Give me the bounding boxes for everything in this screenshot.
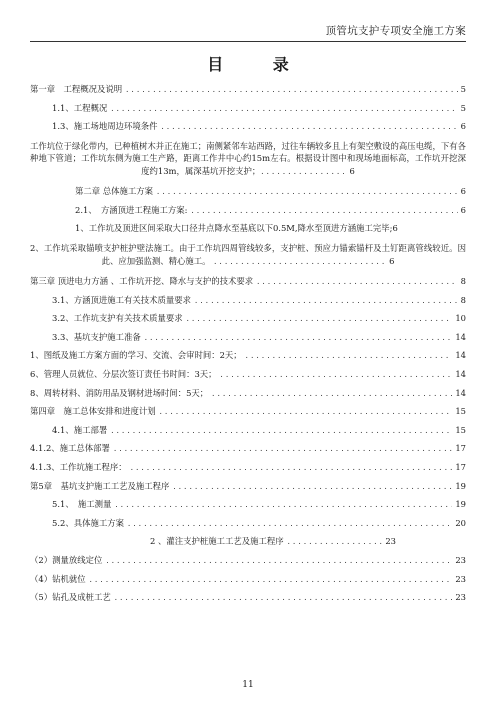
toc-page-number: 6	[389, 255, 395, 266]
toc-entry-text: 2、工作坑采取锚喷支护桩护壁法施工。由于工作坑四周管线较多，支护桩、预应力锚索锚杆及土钉距离管线较近。因此、应加强监测、精心施工。	[30, 243, 466, 266]
toc-page-number: 6	[460, 121, 466, 132]
toc-entry-text: 2.1、 方涵顶进工程施工方案:	[75, 204, 188, 215]
dot-leader	[160, 118, 457, 137]
toc-entry[interactable]	[30, 328, 466, 347]
toc-entry[interactable]	[30, 532, 466, 551]
toc-page-number: 19	[455, 499, 466, 510]
toc-entry-text: 5.2、具体施工方案	[52, 517, 124, 528]
toc-entry[interactable]	[30, 439, 466, 458]
toc-entry[interactable]	[30, 309, 466, 328]
toc-entry-text: 1.3、施工场地周边环境条件	[52, 121, 158, 132]
dot-leader	[127, 515, 452, 534]
toc-page-number: 8	[460, 276, 466, 287]
running-header: 顶管坑支护专项安全施工方案	[325, 25, 466, 37]
dot-leader	[130, 459, 453, 478]
toc-page-number: 5	[460, 84, 466, 94]
dot-leader	[159, 403, 453, 422]
dot-leader	[110, 422, 452, 441]
toc-entry-text: 工作坑位于绿化带内，已种植树木并正在施工；南侧紧邻车站西路，过往车辆较多且上有架空敷设的高压电缆，下有各种地下管道；工作坑东侧为施工生产路，距离工作井中心约15m左右。根据设计图中和现场地面标高，工作坑开挖深度约13m，属深基坑开挖支护；	[30, 140, 466, 176]
page-number: 11	[242, 680, 254, 690]
toc-page-number: 6	[349, 165, 355, 176]
dot-leader	[144, 329, 453, 348]
toc-page-number: 8	[460, 294, 466, 305]
toc-entry[interactable]	[30, 402, 466, 421]
toc-page-number: 14	[455, 331, 466, 342]
dot-leader: ................	[260, 167, 347, 176]
toc-entry[interactable]	[30, 495, 466, 514]
toc-entry[interactable]	[30, 365, 466, 384]
dot-leader	[220, 366, 453, 385]
toc-page-number: 15	[455, 406, 466, 417]
toc-entry[interactable]	[30, 272, 466, 291]
dot-leader: ................................	[213, 257, 387, 266]
toc-page-number: 10	[455, 313, 466, 324]
dot-leader	[110, 100, 457, 119]
toc-page-number: 14	[455, 369, 466, 380]
dot-leader	[245, 347, 453, 366]
toc-entry-text: 8、周转材料、消防用品及钢材进场时间：5天；	[30, 387, 209, 398]
toc-entry-text: 第5章 基坑支护施工工艺及施工程序	[30, 480, 170, 491]
toc-entry[interactable]	[30, 201, 466, 220]
toc-entry[interactable]	[30, 117, 466, 136]
toc-entry-text: 4.1、施工部署	[52, 424, 108, 435]
toc-entry-text: 4.1.2、施工总体部署	[30, 443, 110, 454]
toc-entry[interactable]	[30, 182, 466, 201]
toc-entry-text: 2 、灌注支护桩施工工艺及施工程序	[150, 536, 284, 547]
dot-leader	[113, 440, 452, 459]
toc-entry[interactable]	[30, 384, 466, 403]
toc-entry-text: 4.1.3、工作坑施工程序：	[30, 462, 127, 472]
toc-entry[interactable]	[30, 514, 466, 533]
toc-entry[interactable]	[30, 458, 466, 477]
dot-leader	[194, 292, 458, 311]
toc-entry-text: （5）钻孔及成桩工艺	[30, 592, 111, 603]
dot-leader	[89, 571, 453, 590]
toc-entry-text: （2）测量放线定位	[30, 554, 103, 565]
dot-leader	[211, 385, 452, 404]
toc-page-number: 14	[455, 350, 466, 361]
toc-entry-text: 第一章 工程概况及说明	[30, 84, 123, 94]
toc-entry-text: 第四章 施工总体安排和进度计划	[30, 406, 156, 417]
toc-entry-text: 第三章 顶进电力方涵 、工作坑开挖、降水与支护的技术要求	[30, 276, 254, 287]
dot-leader	[172, 478, 452, 497]
toc-entry-text: 1、图纸及施工方案方面的学习、交流、会审时间：2天；	[30, 350, 242, 361]
toc-page-number: 20	[455, 517, 466, 528]
toc-entry[interactable]	[30, 421, 466, 440]
toc-entry-text: 5.1、 施工测量	[52, 499, 112, 510]
toc-page-number: 23	[455, 573, 466, 584]
toc-entry[interactable]	[30, 291, 466, 310]
dot-leader	[114, 496, 452, 515]
toc-entry[interactable]	[30, 238, 466, 272]
toc-entry[interactable]	[30, 346, 466, 365]
toc-entry-text: 3.2、工作坑支护有关技术质量要求	[52, 313, 183, 324]
toc-page-number: 19	[455, 480, 466, 491]
toc-entry[interactable]	[30, 551, 466, 570]
dot-leader	[114, 589, 453, 608]
toc-entry[interactable]	[30, 219, 466, 238]
toc-entry-text: 6、管理人员就位、分层次签订责任书时间：3天；	[30, 369, 217, 380]
toc-entry[interactable]	[30, 99, 466, 118]
toc-page-number: 17	[455, 443, 466, 454]
toc-entry[interactable]	[30, 588, 466, 607]
table-of-contents	[30, 80, 466, 607]
dot-leader	[186, 310, 453, 329]
toc-page-number: 5	[460, 102, 466, 113]
toc-entry[interactable]	[30, 136, 466, 183]
toc-page-number: 23	[455, 592, 466, 603]
toc-entry-text: 3.1、方涵顶进施工有关技术质量要求	[52, 294, 191, 305]
toc-entry-text: 1.1、工程概况	[52, 102, 108, 113]
toc-page-number: 6	[460, 186, 466, 197]
dot-leader	[105, 552, 452, 571]
toc-page-number: 23	[385, 536, 396, 547]
toc-entry-text: 1、工作坑及顶进区间采取大口径井点降水至基底以下0.5M,降水至顶进方涵施工完毕;6	[75, 223, 398, 234]
toc-title: 目 录	[207, 55, 311, 74]
dot-leader	[156, 183, 458, 202]
dot-leader	[190, 202, 457, 221]
toc-entry-text: 3.3、基坑支护施工准备	[52, 331, 141, 342]
toc-page-number: 23	[455, 554, 466, 565]
dot-leader	[125, 81, 458, 100]
toc-page-number: 15	[455, 424, 466, 435]
toc-page-number: 14	[455, 387, 466, 398]
toc-entry[interactable]	[30, 477, 466, 496]
toc-entry[interactable]	[30, 80, 466, 99]
dot-leader	[287, 533, 383, 552]
toc-page-number: 6	[460, 204, 466, 215]
toc-page-number: 17	[455, 462, 466, 472]
toc-entry-text: （4）钻机就位	[30, 573, 86, 584]
toc-entry-text: 第二章 总体施工方案	[75, 186, 154, 197]
header-rule	[30, 41, 466, 42]
toc-entry[interactable]	[30, 570, 466, 589]
dot-leader	[256, 273, 458, 292]
